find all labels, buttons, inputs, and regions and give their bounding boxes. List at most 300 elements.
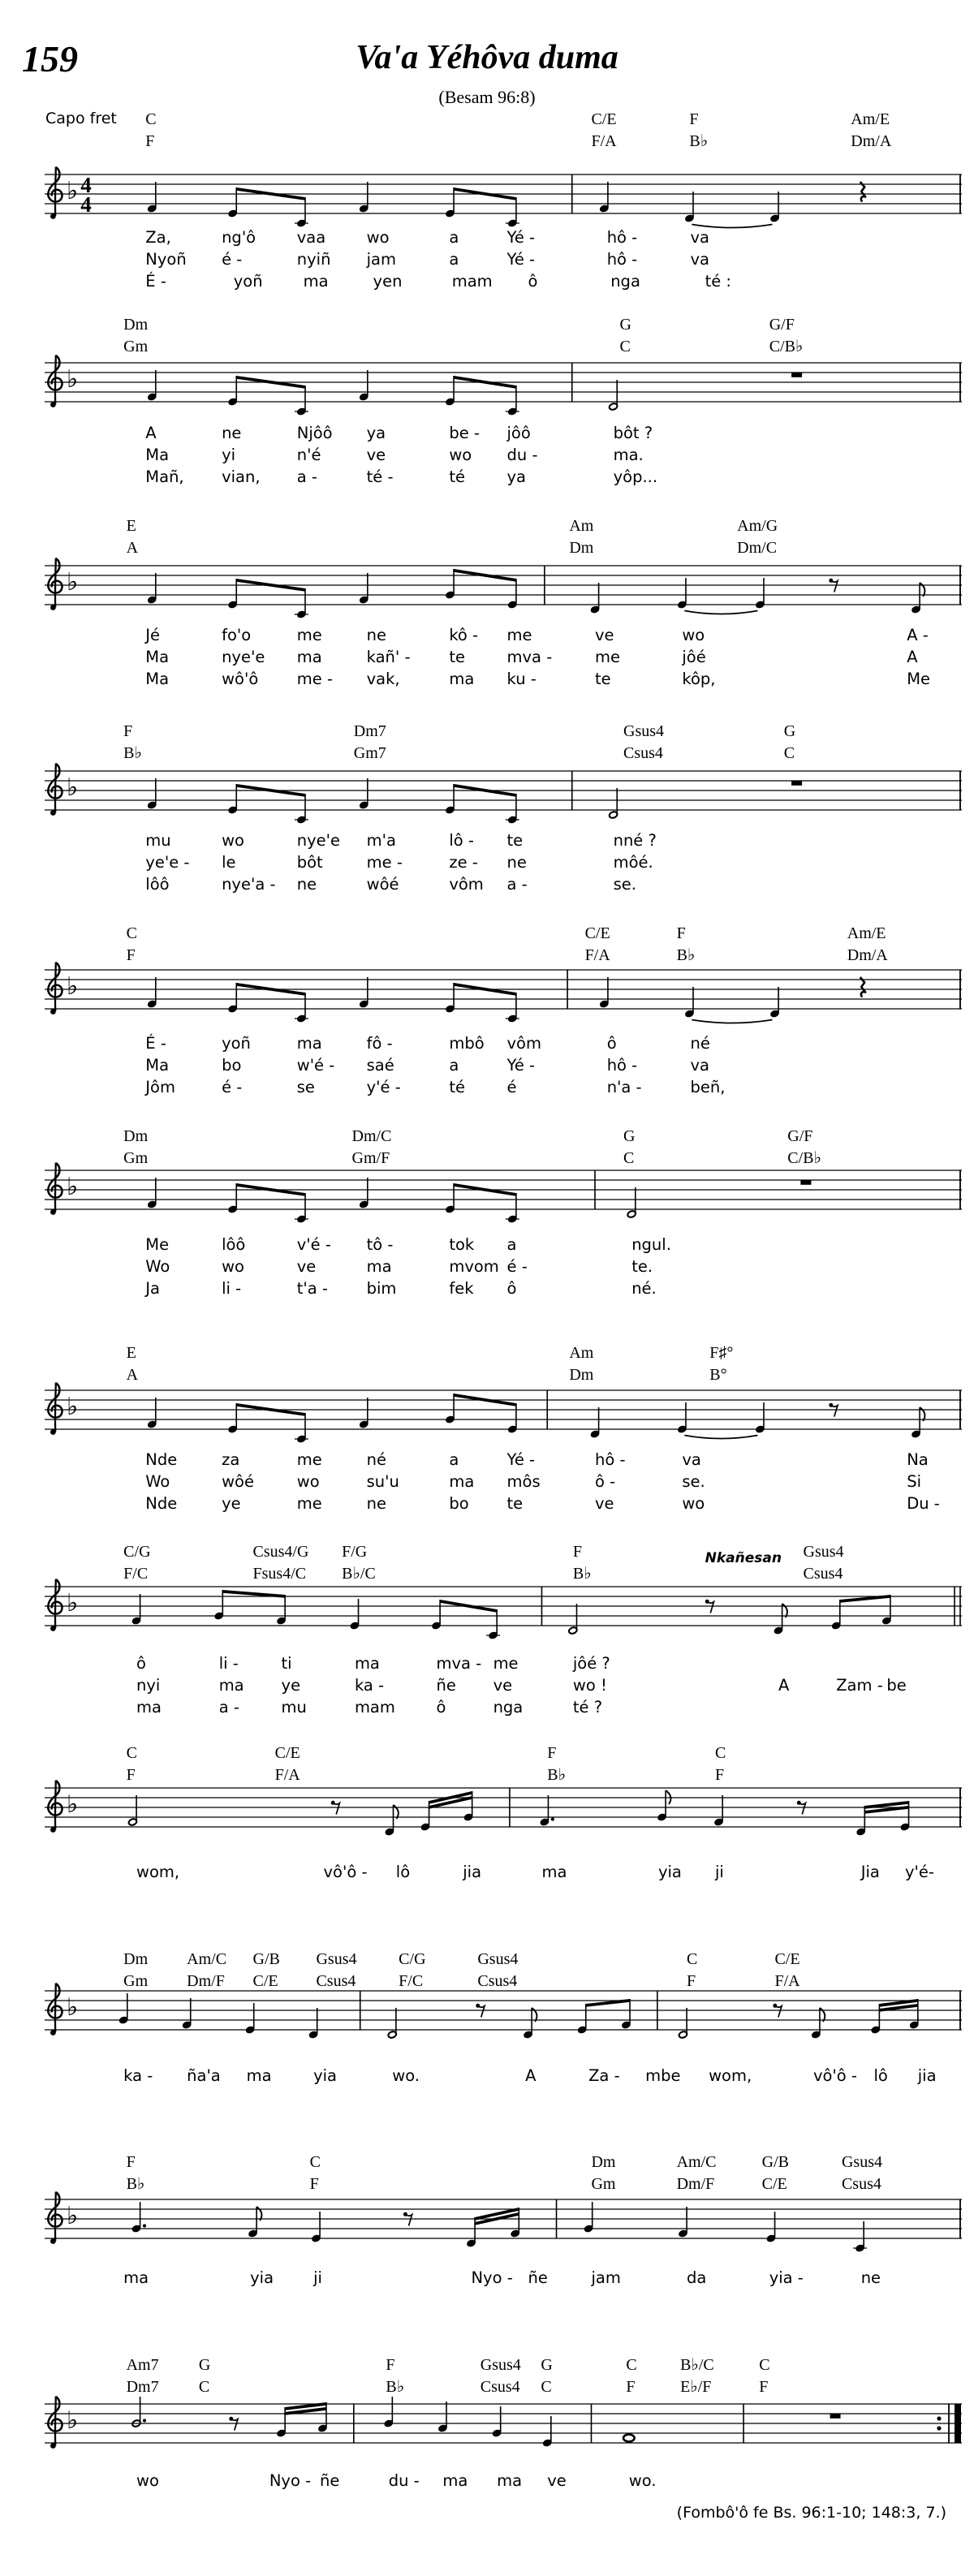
lyric-syllable: wo !: [572, 1676, 607, 1695]
whole-rest: [791, 373, 802, 377]
chord-symbol: F: [626, 2378, 636, 2396]
lyric-syllable: bo: [449, 1494, 469, 1513]
lyric-syllable: wo: [366, 228, 390, 247]
chord-symbol-capo: Am: [569, 1344, 594, 1362]
chord-symbol: F/A: [591, 132, 617, 150]
lyric-syllable: ñe: [436, 1676, 456, 1695]
song-subtitle: (Besam 96:8): [438, 87, 536, 107]
time-signature-bottom: 4: [80, 192, 92, 217]
lyric-syllable: Nyo -: [471, 2268, 513, 2287]
lyric-syllable: ma: [303, 272, 329, 291]
lyric-syllable: beñ,: [690, 1078, 726, 1096]
lyric-syllable: Jôm: [145, 1078, 175, 1096]
chord-symbol-capo: B♭/C: [680, 2356, 714, 2374]
chord-symbol-capo: C/G: [399, 1950, 426, 1968]
chord-symbol: Gm/F: [351, 1149, 390, 1167]
staff-system-5: [45, 939, 962, 1030]
chord-symbol-capo: G: [198, 2356, 211, 2374]
lyric-syllable: te: [449, 648, 465, 666]
chord-symbol: B♭: [676, 946, 696, 964]
lyric-syllable: Nyo -: [269, 2471, 312, 2490]
lyric-syllable: wôé: [222, 1472, 254, 1491]
lyric-syllable: mam: [354, 1698, 395, 1717]
staff-system-1: [45, 144, 962, 235]
lyric-syllable: a: [449, 1450, 459, 1469]
whole-rest: [830, 2414, 841, 2418]
lyric-syllable: nyiñ: [296, 250, 331, 269]
lyric-syllable: ma: [218, 1676, 244, 1695]
lyric-syllable: ma: [246, 2066, 272, 2085]
lyric-syllable: y'é-: [904, 1863, 934, 1881]
lyric-syllable: vôm: [506, 1034, 541, 1053]
lyric-syllable: va: [690, 250, 710, 269]
chord-symbol-capo: C/E: [774, 1950, 800, 1968]
lyric-syllable: ve: [595, 1494, 614, 1513]
lyric-syllable: yoñ: [222, 1034, 251, 1053]
lyric-syllable: A: [907, 648, 918, 666]
lyric-syllable: tok: [449, 1235, 475, 1254]
lyric-syllable: Jia: [860, 1863, 880, 1881]
chord-symbol-capo: Gsus4: [480, 2356, 521, 2374]
chord-symbol: F: [759, 2378, 769, 2396]
lyric-syllable: a: [506, 1235, 517, 1254]
chord-symbol-capo: Dm: [123, 1127, 149, 1145]
chord-symbol: B♭/C: [342, 1565, 376, 1583]
lyric-syllable: mva -: [436, 1654, 482, 1673]
chord-symbol-capo: F: [689, 110, 699, 128]
lyric-syllable: nné ?: [613, 831, 657, 850]
key-signature-flat: ♭: [67, 1589, 79, 1618]
lyric-syllable: n'a -: [606, 1078, 642, 1096]
lyric-syllable: ve: [595, 626, 614, 644]
lyric-syllable: ma: [296, 1034, 322, 1053]
chord-symbol: F: [715, 1766, 725, 1784]
lyric-syllable: v'é -: [296, 1235, 331, 1254]
chord-symbol: Dm/C: [737, 539, 778, 557]
lyric-syllable: jôé ?: [572, 1654, 610, 1673]
lyric-syllable: té ?: [572, 1698, 603, 1717]
staff-system-8: [45, 1556, 962, 1647]
lyric-syllable: ma.: [613, 446, 644, 464]
lyric-syllable: té -: [366, 467, 394, 486]
chord-symbol-capo: Am/C: [187, 1950, 227, 1968]
chord-symbol-capo: C/E: [274, 1744, 300, 1762]
tie: [684, 611, 757, 614]
lyric-syllable: a -: [218, 1698, 239, 1717]
chord-symbol-capo: G/F: [787, 1127, 813, 1145]
lyric-syllable: ne: [506, 853, 527, 872]
lyric-syllable: ô: [136, 1654, 146, 1673]
lyric-syllable: li -: [218, 1654, 239, 1673]
key-signature-flat: ♭: [67, 1993, 79, 2022]
lyric-syllable: t'a -: [296, 1279, 328, 1298]
lyric-syllable: me -: [366, 853, 403, 872]
chord-symbol: Gm: [123, 338, 149, 355]
chord-symbol: C/E: [761, 2175, 787, 2193]
lyric-syllable: ma: [136, 1698, 162, 1717]
lyric-syllable: wôé: [366, 875, 399, 894]
chord-symbol-capo: C: [309, 2153, 321, 2171]
lyric-syllable: wo.: [392, 2066, 420, 2085]
staff-system-6: [45, 1139, 962, 1230]
lyric-syllable: kôp,: [682, 670, 716, 688]
lyric-syllable: ne: [222, 424, 242, 442]
lyric-syllable: saé: [366, 1056, 394, 1075]
lyric-syllable: É -: [145, 272, 166, 291]
chord-symbol: Gm: [591, 2175, 616, 2193]
chord-symbol-capo: F: [123, 722, 133, 740]
lyric-syllable: wom,: [709, 2066, 752, 2085]
lyric-syllable: a: [449, 228, 459, 247]
chord-symbol: Csus4: [841, 2175, 881, 2193]
lyric-syllable: vôm: [449, 875, 484, 894]
lyric-syllable: Ma: [145, 1056, 170, 1075]
chord-symbol: F/A: [774, 1972, 800, 1990]
chord-symbol: A: [126, 539, 139, 557]
lyric-syllable: ma: [442, 2471, 468, 2490]
lyric-syllable: wo: [682, 626, 705, 644]
lyric-syllable: me: [506, 626, 532, 644]
key-signature-flat: ♭: [67, 365, 79, 394]
chord-symbol-capo: Dm: [123, 1950, 149, 1968]
lyric-syllable: ne: [366, 626, 386, 644]
section-label: Nkañesan: [705, 1550, 782, 1566]
staff-system-12: [45, 2373, 962, 2464]
lyric-syllable: va: [682, 1450, 701, 1469]
lyric-syllable: te.: [631, 1257, 653, 1276]
lyric-syllable: Wo: [145, 1472, 170, 1491]
chord-symbol-capo: C/E: [591, 110, 617, 128]
lyric-syllable: ñe: [528, 2268, 548, 2287]
chord-symbol-capo: Gsus4: [623, 722, 665, 740]
lyric-syllable: né.: [631, 1279, 657, 1298]
lyric-syllable: vak,: [366, 670, 400, 688]
lyric-syllable: Za -: [588, 2066, 620, 2085]
chord-symbol-capo: C/E: [584, 924, 610, 942]
lyric-syllable: té :: [705, 272, 732, 291]
chord-symbol-capo: F: [572, 1543, 582, 1561]
lyric-syllable: wo: [449, 446, 472, 464]
lyric-syllable: vô'ô -: [323, 1863, 368, 1881]
quarter-rest: [860, 977, 866, 997]
chord-symbol-capo: F: [126, 2153, 136, 2171]
lyric-syllable: du -: [506, 446, 538, 464]
chord-symbol: Gm: [123, 1149, 149, 1167]
lyric-syllable: A: [778, 1676, 790, 1695]
lyric-syllable: Wo: [145, 1257, 170, 1276]
lyric-syllable: É -: [145, 1034, 166, 1053]
lyric-syllable: é: [506, 1078, 517, 1096]
chord-symbol-capo: F: [547, 1744, 557, 1762]
augmentation-dot: [143, 2224, 146, 2227]
lyric-syllable: Me: [907, 670, 931, 688]
chord-symbol-capo: E: [126, 1344, 136, 1362]
chord-symbol-capo: Am/C: [676, 2153, 717, 2171]
staff-system-10: [45, 1960, 962, 2051]
lyric-syllable: du -: [388, 2471, 420, 2490]
chord-symbol-capo: Am/E: [847, 924, 886, 942]
lyric-syllable: me -: [296, 670, 333, 688]
chord-symbol: C: [783, 744, 795, 762]
lyric-syllable: yia: [657, 1863, 682, 1881]
lyric-syllable: ô: [606, 1034, 617, 1053]
chord-symbol-capo: C/G: [123, 1543, 151, 1561]
chord-symbol: B♭: [689, 132, 709, 150]
lyric-syllable: môs: [506, 1472, 541, 1491]
lyric-syllable: ya: [506, 467, 527, 486]
chord-symbol: B♭: [386, 2378, 405, 2396]
whole-rest: [791, 781, 802, 785]
lyric-syllable: yi: [222, 446, 236, 464]
lyric-syllable: va: [690, 1056, 710, 1075]
lyric-syllable: Ma: [145, 446, 170, 464]
time-signature-top: 4: [80, 173, 92, 197]
chord-symbol-capo: G: [541, 2356, 553, 2374]
lyric-syllable: fô -: [366, 1034, 393, 1053]
lyric-syllable: jia: [463, 1863, 482, 1881]
lyric-syllable: vaa: [296, 228, 326, 247]
lyric-syllable: é -: [222, 1078, 243, 1096]
lyric-syllable: se.: [682, 1472, 705, 1491]
lyric-syllable: ô: [506, 1279, 517, 1298]
lyric-syllable: yoñ: [233, 272, 263, 291]
lyric-syllable: vian,: [222, 467, 261, 486]
whole-note: [623, 2435, 635, 2442]
lyric-syllable: hô -: [606, 250, 638, 269]
lyric-syllable: é -: [506, 1257, 528, 1276]
lyric-syllable: ve: [493, 1676, 513, 1695]
lyric-syllable: te: [506, 831, 524, 850]
augmentation-dot: [551, 1817, 554, 1820]
lyric-syllable: ti: [281, 1654, 292, 1673]
lyric-syllable: Zam -: [836, 1676, 883, 1695]
lyric-syllable: me: [296, 626, 322, 644]
lyric-syllable: A: [525, 2066, 537, 2085]
lyric-syllable: ye'e -: [145, 853, 190, 872]
staff-system-7: [45, 1359, 962, 1450]
whole-rest: [800, 1180, 811, 1184]
chord-symbol: Csus4: [477, 1972, 518, 1990]
lyric-syllable: té: [449, 467, 465, 486]
chord-symbol: Dm/A: [851, 132, 892, 150]
lyric-syllable: Nyoñ: [145, 250, 187, 269]
lyric-syllable: lô: [873, 2066, 888, 2085]
chord-symbol: F/C: [399, 1972, 424, 1990]
chord-symbol: F/A: [274, 1766, 300, 1784]
lyric-syllable: ka -: [123, 2066, 153, 2085]
lyric-syllable: ma: [449, 670, 475, 688]
chord-symbol-capo: G/F: [769, 316, 795, 334]
lyric-syllable: ya: [366, 424, 386, 442]
chord-symbol: A: [126, 1366, 139, 1384]
lyric-syllable: Du -: [907, 1494, 940, 1513]
lyric-syllable: wom,: [136, 1863, 180, 1881]
staff-system-2: [45, 332, 962, 423]
repeat-dots: [937, 2416, 941, 2420]
lyric-syllable: nye'e: [296, 831, 341, 850]
tie: [692, 1020, 772, 1023]
lyric-syllable: lôô: [145, 875, 170, 894]
song-title: Va'a Yéhôva duma: [356, 39, 618, 76]
lyric-syllable: mbô: [449, 1034, 485, 1053]
chord-symbol-capo: Am/G: [737, 517, 778, 535]
chord-symbol: F/A: [584, 946, 610, 964]
chord-symbol: B°: [709, 1366, 727, 1384]
lyric-syllable: yen: [373, 272, 403, 291]
key-signature-flat: ♭: [67, 1790, 79, 1819]
chord-symbol-capo: Dm/C: [351, 1127, 392, 1145]
chord-symbol-capo: C: [626, 2356, 637, 2374]
lyric-syllable: é -: [222, 250, 243, 269]
quarter-rest: [860, 182, 866, 202]
lyric-syllable: wo: [682, 1494, 705, 1513]
lyric-syllable: A -: [907, 626, 929, 644]
lyric-syllable: jôô: [506, 424, 531, 442]
lyric-syllable: wô'ô: [222, 670, 259, 688]
lyric-syllable: ô: [528, 272, 538, 291]
lyric-syllable: hô -: [606, 228, 638, 247]
lyric-syllable: lôô: [222, 1235, 246, 1254]
lyric-syllable: fo'o: [222, 626, 252, 644]
lyric-syllable: m'a: [366, 831, 396, 850]
chord-symbol: Gm: [123, 1972, 149, 1990]
chord-symbol-capo: C: [126, 924, 137, 942]
chord-symbol: Gm7: [353, 744, 386, 762]
chord-symbol-capo: Gsus4: [477, 1950, 519, 1968]
chord-symbol-capo: G/B: [252, 1950, 280, 1968]
augmentation-dot: [143, 2419, 146, 2422]
chord-symbol-capo: C: [759, 2356, 770, 2374]
lyric-syllable: se: [296, 1078, 315, 1096]
chord-symbol-capo: C: [145, 110, 157, 128]
lyric-syllable: w'é -: [296, 1056, 335, 1075]
lyric-syllable: ma: [366, 1257, 392, 1276]
tie: [684, 1436, 757, 1439]
lyric-syllable: môé.: [613, 853, 653, 872]
lyric-syllable: ji: [715, 1863, 724, 1881]
lyric-syllable: a: [449, 1056, 459, 1075]
lyric-syllable: Nde: [145, 1450, 178, 1469]
lyric-syllable: Nde: [145, 1494, 178, 1513]
chord-symbol-capo: F♯°: [709, 1344, 734, 1362]
chord-symbol: Dm/F: [676, 2175, 715, 2193]
capo-fret-label: Capo fret: [45, 110, 117, 127]
chord-symbol: C/B♭: [769, 338, 804, 355]
chord-symbol-capo: G: [619, 316, 631, 334]
chord-symbol-capo: C: [687, 1950, 698, 1968]
chord-symbol: Dm: [569, 539, 594, 557]
lyric-syllable: Yé -: [506, 1450, 536, 1469]
chord-symbol-capo: Dm: [123, 316, 149, 334]
chord-symbol: Csus4: [803, 1565, 843, 1583]
chord-symbol-capo: G: [783, 722, 796, 740]
lyric-syllable: ngul.: [631, 1235, 671, 1254]
lyric-syllable: bôt ?: [613, 424, 653, 442]
lyric-syllable: Si: [907, 1472, 921, 1491]
chord-symbol-capo: Am: [569, 517, 594, 535]
lyric-syllable: Mañ,: [145, 467, 184, 486]
lyric-syllable: ne: [296, 875, 317, 894]
lyric-syllable: nga: [493, 1698, 524, 1717]
chord-symbol: B♭: [547, 1766, 567, 1784]
key-signature-flat: ♭: [67, 568, 79, 597]
chord-symbol-capo: Dm: [591, 2153, 616, 2171]
lyric-syllable: Za,: [145, 228, 171, 247]
lyric-syllable: vô'ô -: [812, 2066, 857, 2085]
lyric-syllable: ma: [497, 2471, 523, 2490]
key-signature-flat: ♭: [67, 773, 79, 802]
lyric-syllable: yia: [313, 2066, 337, 2085]
chord-symbol: Dm: [569, 1366, 594, 1384]
lyric-syllable: me: [595, 648, 620, 666]
song-number: 159: [22, 38, 78, 80]
key-signature-flat: ♭: [67, 972, 79, 1001]
lyric-syllable: Me: [145, 1235, 170, 1254]
chord-symbol: Fsus4/C: [252, 1565, 307, 1583]
lyric-syllable: mva -: [506, 648, 553, 666]
chord-symbol-capo: G/B: [761, 2153, 789, 2171]
chord-symbol-capo: C: [715, 1744, 726, 1762]
lyric-syllable: wo: [222, 1257, 244, 1276]
lyric-syllable: tô -: [366, 1235, 394, 1254]
lyric-syllable: Jé: [145, 626, 161, 644]
key-signature-flat: ♭: [67, 177, 79, 205]
lyric-syllable: ne: [860, 2268, 881, 2287]
chord-symbol: Csus4: [316, 1972, 356, 1990]
key-signature-flat: ♭: [67, 1173, 79, 1201]
chord-symbol: B♭: [126, 2175, 145, 2193]
lyric-syllable: ma: [354, 1654, 380, 1673]
chord-symbol-capo: Gsus4: [803, 1543, 844, 1561]
lyric-syllable: ma: [123, 2268, 149, 2287]
lyric-syllable: kô -: [449, 626, 479, 644]
chord-symbol-capo: Am7: [126, 2356, 159, 2374]
lyric-syllable: né: [366, 1450, 386, 1469]
lyric-syllable: ñe: [320, 2471, 340, 2490]
staff-system-9: [45, 1757, 962, 1848]
lyric-syllable: mam: [451, 272, 493, 291]
chord-symbol: C/B♭: [787, 1149, 821, 1167]
lyric-syllable: jia: [917, 2066, 937, 2085]
lyric-syllable: wo: [222, 831, 244, 850]
lyric-syllable: n'é: [296, 446, 321, 464]
lyric-syllable: su'u: [366, 1472, 399, 1491]
lyric-syllable: se.: [613, 875, 636, 894]
staff-system-11: [45, 2169, 962, 2259]
lyric-syllable: né: [690, 1034, 710, 1053]
lyric-syllable: Yé -: [506, 228, 536, 247]
lyric-syllable: wo: [296, 1472, 320, 1491]
lyric-syllable: ku -: [506, 670, 537, 688]
lyric-syllable: mu: [145, 831, 171, 850]
chord-symbol-capo: F/G: [342, 1543, 368, 1561]
lyric-syllable: y'é -: [366, 1078, 401, 1096]
lyric-syllable: nye'a -: [222, 875, 276, 894]
staff-system-4: [45, 740, 962, 831]
lyric-syllable: da: [687, 2268, 707, 2287]
lyric-syllable: bôt: [296, 853, 323, 872]
chord-symbol-capo: Gsus4: [316, 1950, 357, 1968]
lyric-syllable: ze -: [449, 853, 478, 872]
chord-symbol-capo: Am/E: [851, 110, 890, 128]
key-signature-flat: ♭: [67, 2202, 79, 2230]
lyric-syllable: nga: [610, 272, 640, 291]
lyric-syllable: ye: [281, 1676, 301, 1695]
lyric-syllable: ne: [366, 1494, 386, 1513]
lyric-syllable: ña'a: [187, 2066, 221, 2085]
lyric-syllable: ji: [313, 2268, 322, 2287]
lyric-syllable: be -: [449, 424, 480, 442]
